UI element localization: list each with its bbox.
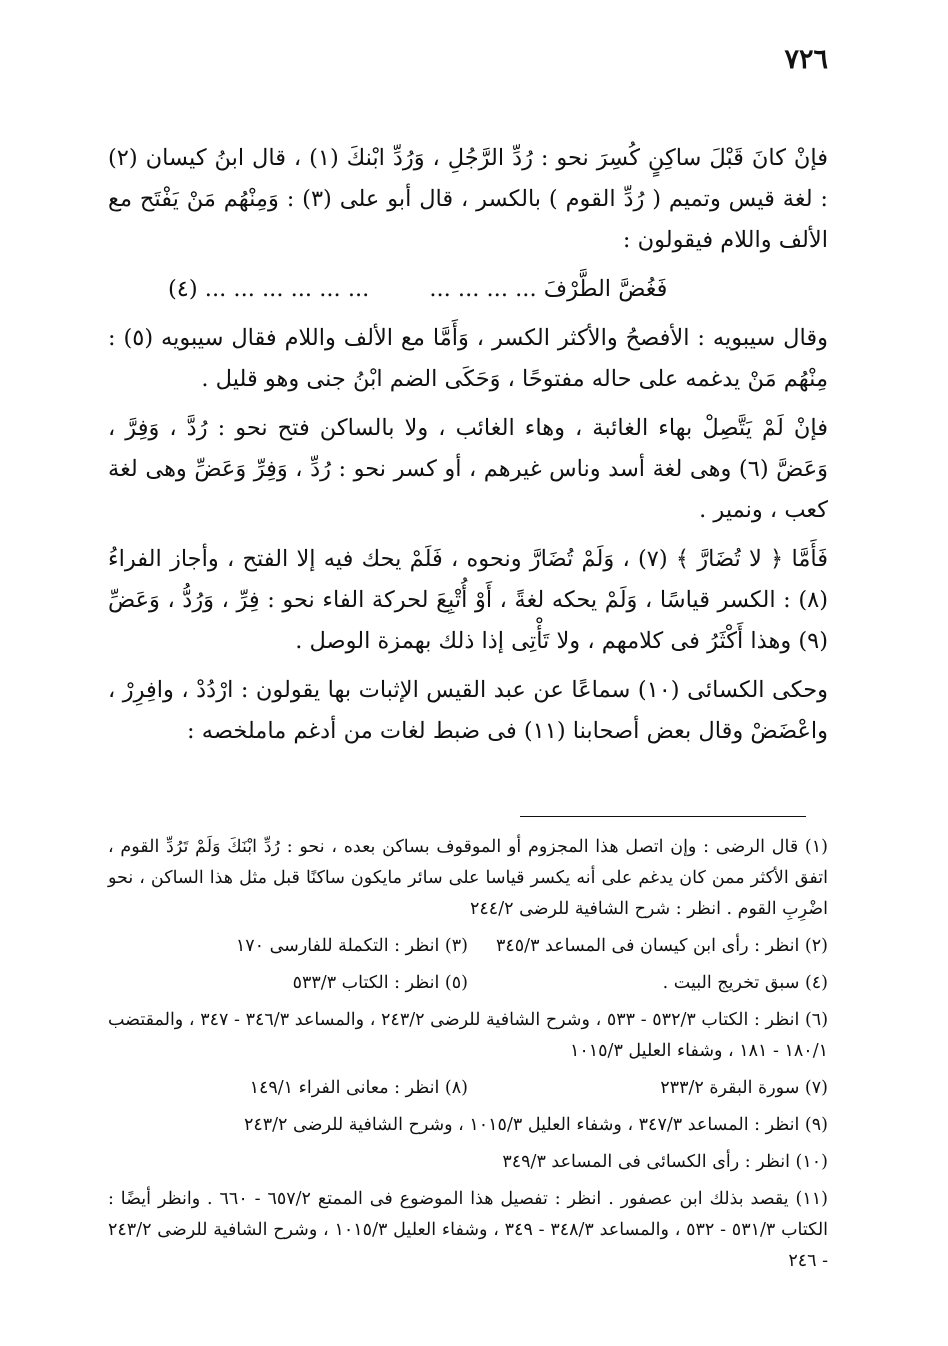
verse-line — [108, 269, 828, 310]
footnote-3: (٣) انظر : التكملة للفارسى ١٧٠ — [235, 936, 468, 956]
footnote-8: (٨) انظر : معانى الفراء ١٤٩/١ — [249, 1078, 468, 1098]
footnote-4: (٤) سبق تخريج البيت . — [662, 973, 828, 993]
verse-hemistich-2: ... ... ... ... ... ... (٤) — [168, 276, 370, 302]
footnote-5: (٥) انظر : الكتاب ٥٣٣/٣ — [292, 973, 468, 993]
footnotes — [108, 832, 828, 1283]
paragraph-5: وحكى الكسائى (١٠) سماعًا عن عبد القيس الإثبات بها يقولون : ارْدُدْ ، وافِرِرْ ، واعْضَضْ وقال بعض أصحابنا (١١) فى ضبط لغات من أدغم ماملخصه : — [108, 677, 828, 744]
footnote-10: (١٠) انظر : رأى الكسائى فى المساعد ٣٤٩/٣ — [502, 1152, 828, 1172]
footnote-row — [108, 931, 828, 962]
paragraph-3: فإنْ لَمْ يَتَّصِلْ بهاء الغائبة ، وهاء الغائب ، ولا بالساكن فتح نحو : رُدَّ ، وَفِرَّ ، وَعَضَّ (٦) وهى لغة أسد وناس غيرهم ، أو كسر نحو : رُدِّ ، وَفِرِّ وَعَضِّ وهى لغة كعب ، ونمير . — [108, 415, 828, 523]
verse-hemistich-1: فَغُضَّ الطَّرْفَ ... ... ... ... — [429, 276, 668, 302]
footnote-divider — [520, 816, 806, 817]
paragraph-4: فَأَمَّا ﴿ لا تُضَارَّ ﴾ (٧) ، وَلَمْ تُضَارَّ ونحوه ، فَلَمْ يحك فيه إلا الفتح ، وأجاز الفراءُ (٨) : الكسر قياسًا ، وَلَمْ يحكه لغةً ، أَوْ أُتْبِعَ لحركة الفاء نحو : فِرِّ ، وَرُدُّ ، وَعَضِّ (٩) وهذا أَكْثَرُ فى كلامهم ، ولا تَأْتِى إذا ذلك بهمزة الوصل . — [108, 546, 828, 654]
paragraph-2: وقال سيبويه : الأفصحُ والأكثر الكسر ، وَأَمَّا مع الألف واللام فقال سيبويه (٥) : مِنْهُم مَنْ يدغمه على حاله مفتوحًا ، وَحَكَى الضم ابْنُ جنى وهو قليل . — [108, 325, 828, 392]
footnote-2: (٢) انظر : رأى ابن كيسان فى المساعد ٣٤٥/٣ — [495, 936, 828, 956]
footnote-1: (١) قال الرضى : وإن اتصل هذا المجزوم أو الموقوف بساكن بعده ، نحو : رُدِّ ابْنَكَ وَلَمْ تَرُدِّ القوم ، اتفق الأكثر ممن كان يدغم على أنه يكسر قياسا على سائر مايكون ساكنًا قبل مثل هذا الساكن ، نحو اضْرِبِ القوم . انظر : شرح الشافية للرضى ٢٤٤/٢ — [108, 837, 828, 919]
footnote-row — [108, 968, 828, 999]
footnote-7: (٧) سورة البقرة ٢٣٣/٢ — [660, 1078, 828, 1098]
main-text — [108, 138, 828, 760]
footnote-6: (٦) انظر : الكتاب ٥٣٢/٣ - ٥٣٣ ، وشرح الشافية للرضى ٢٤٣/٢ ، والمساعد ٣٤٦/٣ - ٣٤٧ ، والمقتضب ١٨٠/١ - ١٨١ ، وشفاء العليل ١٠١٥/٣ — [108, 1010, 829, 1061]
footnote-9: (٩) انظر : المساعد ٣٤٧/٣ ، وشفاء العليل ١٠١٥/٣ ، وشرح الشافية للرضى ٢٤٣/٢ — [243, 1115, 828, 1135]
footnote-row — [108, 1073, 828, 1104]
page-number: ٧٢٦ — [784, 44, 828, 75]
paragraph-1: فإنْ كانَ قَبْلَ ساكِنٍ كُسِرَ نحو : رُدِّ الرَّجُلِ ، وَرُدِّ ابْنكَ (١) ، قال ابنُ كيسان (٢) : لغة قيس وتميم ( رُدِّ القوم ) بالكسر ، قال أبو على (٣) : وَمِنْهُم مَنْ يَفْتَح مع الألف واللام فيقولون : — [108, 145, 829, 253]
footnote-11: (١١) يقصد بذلك ابن عصفور . انظر : تفصيل هذا الموضوع فى الممتع ٦٥٧/٢ - ٦٦٠ . وانظر أيضًا : الكتاب ٥٣١/٣ - ٥٣٢ ، والمساعد ٣٤٨/٣ - ٣٤٩ ، وشفاء العليل ١٠١٥/٣ ، وشرح الشافية للرضى ٢٤٣/٢ - ٢٤٦ — [108, 1189, 829, 1271]
